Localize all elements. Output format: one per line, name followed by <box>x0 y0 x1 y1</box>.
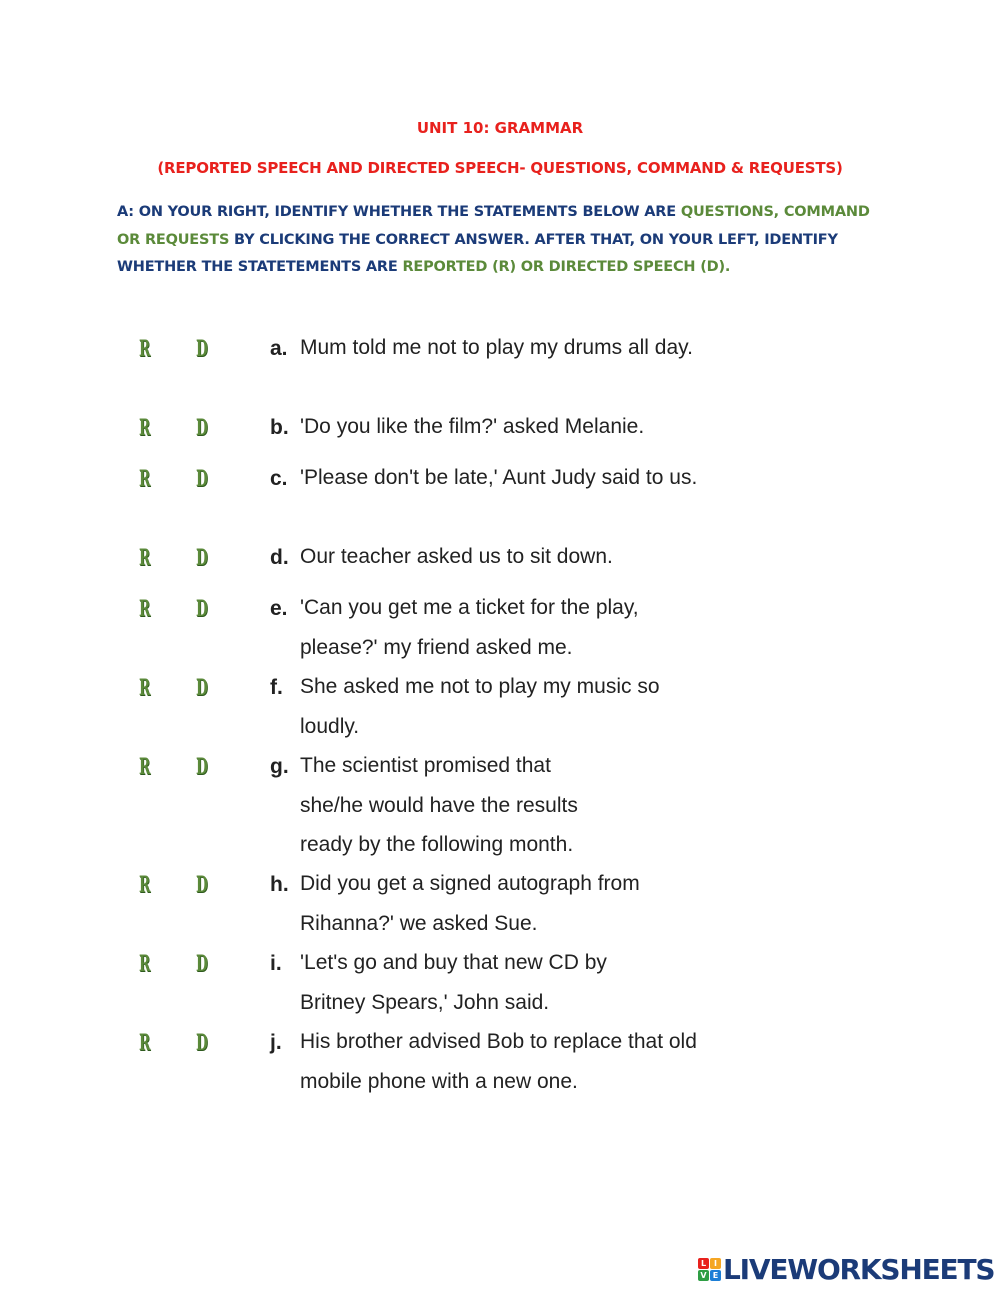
reported-option[interactable]: R <box>139 545 151 571</box>
direct-option[interactable]: D <box>196 596 208 622</box>
logo-letter: I <box>710 1258 721 1269</box>
direct-option[interactable]: D <box>196 336 208 362</box>
logo-letter: L <box>698 1258 709 1269</box>
list-item <box>0 589 1000 668</box>
reported-option[interactable]: R <box>139 336 151 362</box>
item-letter: h. <box>270 873 289 896</box>
list-item <box>0 408 1000 447</box>
list-item <box>0 668 1000 747</box>
item-letter: c. <box>270 467 288 490</box>
item-letter: d. <box>270 546 289 569</box>
reported-option[interactable]: R <box>139 596 151 622</box>
list-item <box>0 944 1000 1023</box>
reported-option[interactable]: R <box>139 466 151 492</box>
direct-option[interactable]: D <box>196 754 208 780</box>
item-letter: f. <box>270 676 283 699</box>
item-text: Mum told me not to play my drums all day. <box>300 336 693 359</box>
direct-option[interactable]: D <box>196 872 208 898</box>
list-item <box>0 459 1000 538</box>
instructions-part2: BY CLICKING THE CORRECT ANSWER. AFTER THAT, ON YOUR LEFT, IDENTIFY WHETHER THE STATETEMENTS ARE <box>117 231 838 275</box>
reported-option[interactable]: R <box>139 951 151 977</box>
item-text: Did you get a signed autograph from Rihanna?' we asked Sue. <box>300 872 640 935</box>
direct-option[interactable]: D <box>196 466 208 492</box>
item-text: Our teacher asked us to sit down. <box>300 545 613 568</box>
item-letter: j. <box>270 1031 282 1054</box>
reported-option[interactable]: R <box>139 1030 151 1056</box>
list-item <box>0 329 1000 408</box>
reported-option[interactable]: R <box>139 754 151 780</box>
item-letter: e. <box>270 597 288 620</box>
item-text: She asked me not to play my music so loudly. <box>300 675 660 738</box>
page-subtitle: (REPORTED SPEECH AND DIRECTED SPEECH- QUESTIONS, COMMAND & REQUESTS) <box>157 159 843 177</box>
direct-option[interactable]: D <box>196 951 208 977</box>
item-letter: g. <box>270 755 289 778</box>
page-title: UNIT 10: GRAMMAR <box>416 119 584 137</box>
instructions-highlight1: QUESTIONS, COMMAND OR REQUESTS <box>117 204 870 248</box>
item-text: His brother advised Bob to replace that old mobile phone with a new one. <box>300 1030 697 1093</box>
direct-option[interactable]: D <box>196 415 208 441</box>
list-item <box>0 747 1000 865</box>
logo-icon <box>698 1258 721 1281</box>
instructions-part1: A: ON YOUR RIGHT, IDENTIFY WHETHER THE STATEMENTS BELOW ARE <box>117 204 681 220</box>
item-text: 'Let's go and buy that new CD by Britney Spears,' John said. <box>300 951 607 1014</box>
item-letter: a. <box>270 337 288 360</box>
list-item <box>0 538 1000 577</box>
item-text: The scientist promised that she/he would have the results ready by the following month. <box>300 754 578 856</box>
item-text: 'Can you get me a ticket for the play, please?' my friend asked me. <box>300 596 639 659</box>
direct-option[interactable]: D <box>196 1030 208 1056</box>
item-list <box>0 329 1000 1102</box>
item-letter: b. <box>270 416 289 439</box>
reported-option[interactable]: R <box>139 675 151 701</box>
liveworksheets-logo <box>698 1252 994 1286</box>
direct-option[interactable]: D <box>196 675 208 701</box>
logo-letter: V <box>698 1270 709 1281</box>
brand-name: LIVEWORKSHEETS <box>723 1252 995 1286</box>
item-text: 'Do you like the film?' asked Melanie. <box>300 415 645 438</box>
instructions <box>117 199 887 282</box>
reported-option[interactable]: R <box>139 415 151 441</box>
item-letter: i. <box>270 952 282 975</box>
direct-option[interactable]: D <box>196 545 208 571</box>
reported-option[interactable]: R <box>139 872 151 898</box>
list-item <box>0 865 1000 944</box>
list-item <box>0 1023 1000 1102</box>
item-text: 'Please don't be late,' Aunt Judy said to us. <box>300 466 698 489</box>
instructions-highlight2: REPORTED (R) OR DIRECTED SPEECH (D). <box>402 259 731 275</box>
logo-letter: E <box>710 1270 721 1281</box>
